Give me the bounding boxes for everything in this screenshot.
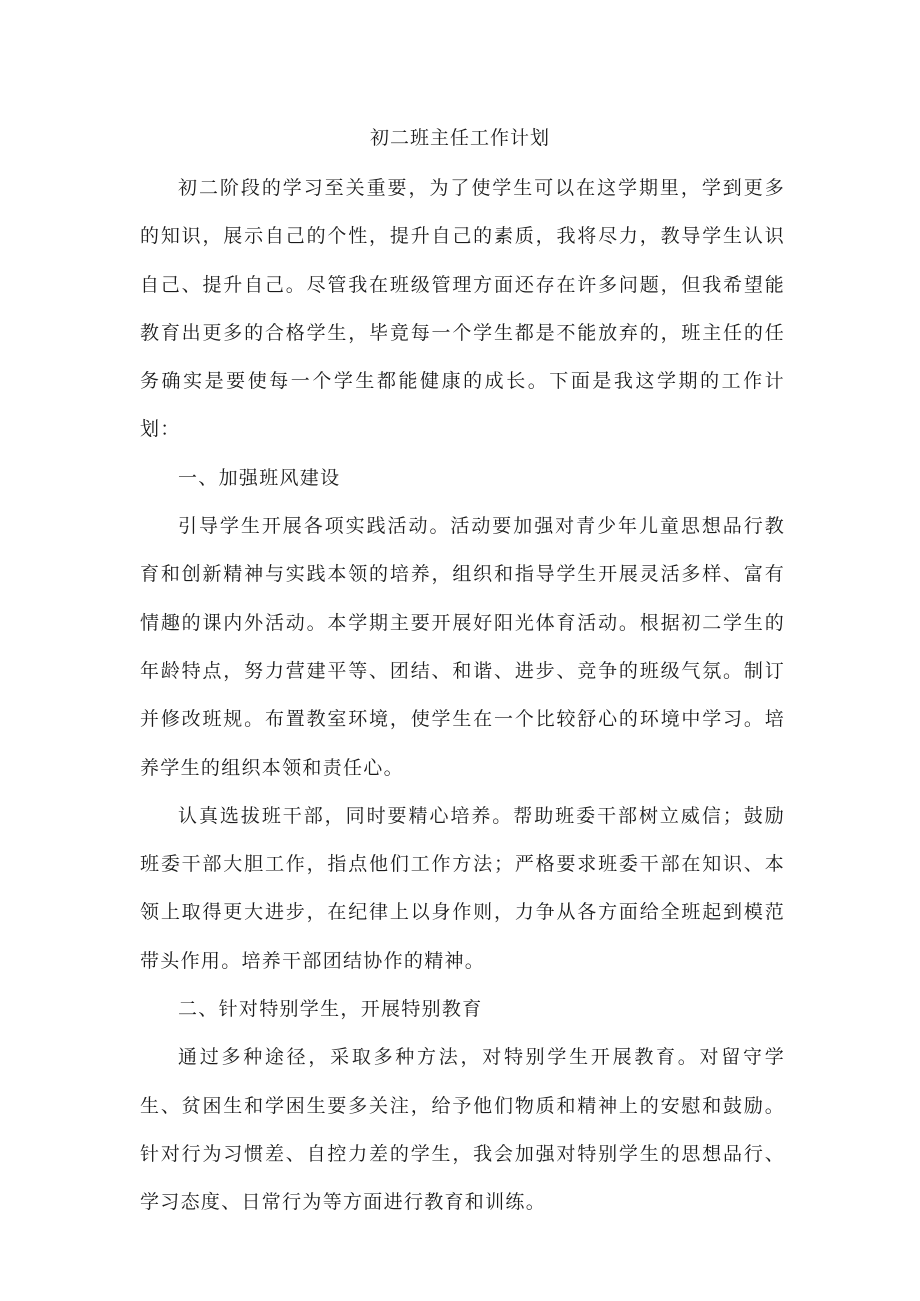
section-heading-special-education: 二、针对特别学生，开展特别教育 (178, 998, 483, 1021)
paragraph-intro: 初二阶段的学习至关重要，为了使学生可以在这学期里，学到更多的知识，展示自己的个性，提升自己的素质，我将尽力，教导学生认识自己、提升自己。尽管我在班级管理方面还存在许多问题，但我希望能教育出更多的合格学生，毕竟每一个学生都是不能放弃的，班主任的任务确实是要使每一个学生都能健康的成长。下面是我这学期的工作计划： (140, 177, 785, 441)
document-title: 初二班主任工作计划 (369, 127, 550, 149)
paragraph-class-leaders: 认真选拔班干部，同时要精心培养。帮助班委干部树立威信；鼓励班委干部大胆工作，指点他们工作方法；严格要求班委干部在知识、本领上取得更大进步，在纪律上以身作则，力争从各方面给全班起到模范带头作用。培养干部团结协作的精神。 (140, 804, 785, 972)
section-heading-class-culture: 一、加强班风建设 (178, 466, 341, 489)
document-body (140, 164, 785, 1227)
paragraph-activities: 引导学生开展各项实践活动。活动要加强对青少年儿童思想品行教育和创新精神与实践本领的培养，组织和指导学生开展灵活多样、富有情趣的课内外活动。本学期主要开展好阳光体育活动。根据初二学生的年龄特点，努力营建平等、团结、和谐、进步、竞争的班级气氛。制订并修改班规。布置教室环境，使学生在一个比较舒心的环境中学习。培养学生的组织本领和责任心。 (140, 515, 785, 779)
paragraph-special-students: 通过多种途径，采取多种方法，对特别学生开展教育。对留守学生、贫困生和学困生要多关注，给予他们物质和精神上的安慰和鼓励。针对行为习惯差、自控力差的学生，我会加强对特别学生的思想品行、学习态度、日常行为等方面进行教育和训练。 (140, 1046, 785, 1214)
